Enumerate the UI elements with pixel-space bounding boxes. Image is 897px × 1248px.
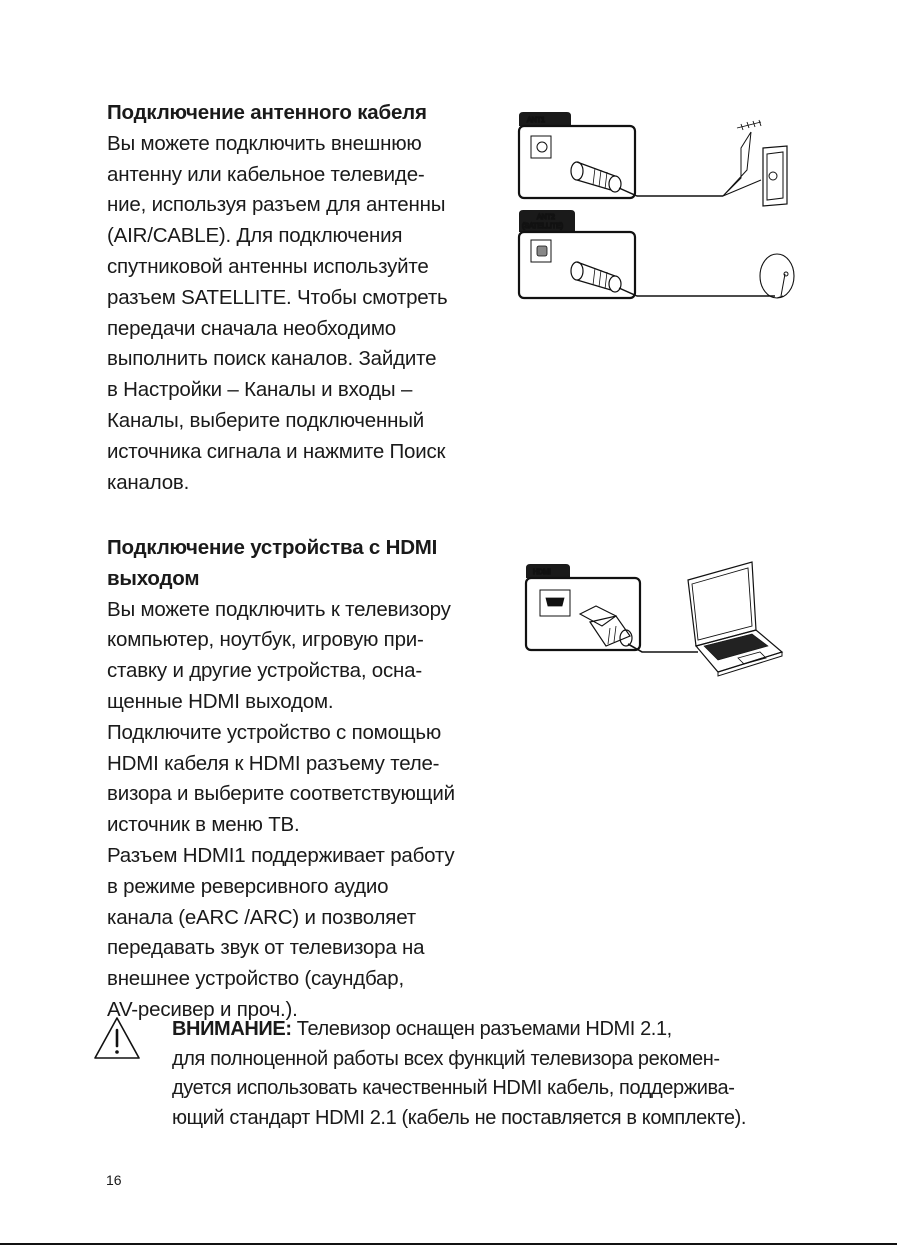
antenna-section	[107, 98, 487, 498]
paragraph-line: внешнее устройство (саундбар,	[107, 967, 404, 991]
paragraph-line: источника сигнала и нажмите Поиск	[107, 439, 446, 463]
paragraph-line: спутниковой антенны используйте	[107, 254, 429, 278]
paragraph-line: передавать звук от телевизора на	[107, 936, 425, 960]
warning-label: ВНИМАНИЕ:	[172, 1018, 292, 1040]
ant2-label: ANT2	[537, 214, 555, 221]
hdmi-label: HDMI	[533, 569, 551, 576]
paragraph-line: передачи сначала необходимо	[107, 316, 396, 340]
ant2-sublabel: (SATELLITE)	[522, 223, 564, 230]
coax-plug-icon	[571, 162, 621, 192]
antenna-section-heading: Подключение антенного кабеля	[107, 101, 427, 124]
paragraph-line: Подключите устройство с помощью	[107, 720, 442, 744]
ant1-label: ANT1	[527, 117, 545, 124]
footer-rule	[0, 1243, 897, 1245]
paragraph-line: разъем SATELLITE. Чтобы смотреть	[107, 285, 448, 309]
coax-socket-icon	[531, 136, 551, 158]
paragraph-line: антенну или кабельное телевиде-	[107, 162, 425, 186]
hdmi-socket-icon	[540, 590, 570, 616]
hdmi-section	[107, 533, 487, 1026]
satellite-cable	[619, 288, 775, 296]
antenna-connection-diagram	[515, 108, 805, 308]
warning-line: для полноценной работы всех функций телевизора рекомен-	[172, 1047, 720, 1070]
hdmi-section-heading-cont: выходом	[107, 566, 200, 590]
ant1-panel	[519, 112, 635, 198]
outdoor-antenna-icon	[723, 120, 761, 196]
paragraph-line: Каналы, выберите подключенный	[107, 408, 425, 432]
hdmi-plug-icon	[580, 606, 632, 646]
warning-triangle-icon	[92, 1015, 142, 1061]
laptop-icon	[688, 562, 782, 676]
warning-line: ющий стандарт HDMI 2.1 (кабель не поставляется в комплекте).	[172, 1106, 747, 1129]
hdmi-section-heading: Подключение устройства с HDMI	[107, 536, 438, 559]
hdmi-panel	[526, 564, 640, 650]
paragraph-line: щенные HDMI выходом.	[107, 689, 334, 713]
wall-outlet-icon	[763, 146, 787, 206]
warning-text	[172, 1015, 812, 1133]
paragraph-line: каналов.	[107, 470, 190, 494]
paragraph-line: канала (eARC /ARC) и позволяет	[107, 905, 416, 929]
warning-line: Телевизор оснащен разъемами HDMI 2.1,	[291, 1018, 672, 1040]
paragraph-line: источник в меню ТВ.	[107, 813, 300, 837]
paragraph-line: Вы можете подключить к телевизору	[107, 597, 451, 621]
paragraph-line: в Настройки – Каналы и входы –	[107, 378, 413, 402]
ant2-panel	[519, 210, 635, 298]
paragraph-line: HDMI кабеля к HDMI разъему теле-	[107, 751, 440, 775]
paragraph-line: в режиме реверсивного аудио	[107, 874, 389, 898]
paragraph-line: выполнить поиск каналов. Зайдите	[107, 347, 437, 371]
paragraph-line: ние, используя разъем для антенны	[107, 193, 446, 217]
satellite-plug-icon	[571, 262, 621, 292]
warning-line: дуется использовать качественный HDMI кабель, поддержива-	[172, 1077, 735, 1099]
ant2-frame	[519, 232, 635, 298]
satellite-socket-icon	[531, 240, 551, 262]
satellite-dish-icon	[760, 254, 794, 298]
paragraph-line: (AIR/CABLE). Для подключения	[107, 224, 403, 248]
paragraph-line: визора и выберите соответствующий	[107, 782, 455, 806]
paragraph-line: AV-ресивер и проч.).	[107, 997, 298, 1021]
paragraph-line: компьютер, ноутбук, игровую при-	[107, 628, 424, 652]
paragraph-line: Разъем HDMI1 поддерживает работу	[107, 843, 455, 867]
paragraph-line: Вы можете подключить внешнюю	[107, 131, 422, 155]
hdmi-connection-diagram	[520, 560, 785, 690]
page-number: 16	[106, 1172, 122, 1188]
paragraph-line: ставку и другие устройства, осна-	[107, 659, 423, 683]
